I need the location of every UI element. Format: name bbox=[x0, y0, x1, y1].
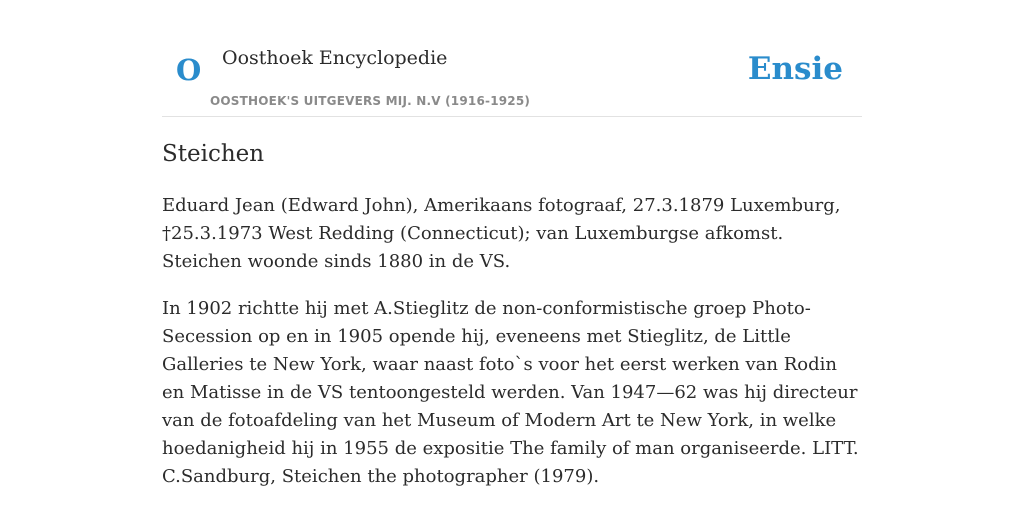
publisher-label: OOSTHOEK'S UITGEVERS MIJ. N.V (1916-1925) bbox=[210, 94, 531, 108]
ensie-logo-link[interactable]: Ensie bbox=[747, 51, 843, 87]
article-paragraph-2: In 1902 richtte hij met A.Stieglitz de non-conformistische groep Photo-Secession op en in 1905 opende hij, eveneens met Stieglitz, de Little Galleries te New York, waar naast foto`s voor het eerst werken van Rodin en Matisse in de VS tentoongesteld werden. Van 1947—62 was hij directeur van de fotoafdeling van het Museum of Modern Art te New York, in welke hoedanigheid hij in 1955 de expositie The family of man organiseerde. LITT. C.Sandburg, Steichen the photographer (1979). bbox=[162, 298, 859, 487]
header bbox=[162, 0, 862, 117]
page bbox=[162, 0, 862, 487]
article-paragraph-1: Eduard Jean (Edward John), Amerikaans fotograaf, 27.3.1879 Luxemburg, †25.3.1973 West Redding (Connecticut); van Luxemburgse afkomst. Steichen woonde sinds 1880 in de VS. bbox=[162, 195, 841, 272]
article-title: Steichen bbox=[162, 141, 265, 167]
book-title[interactable]: Oosthoek Encyclopedie bbox=[222, 47, 448, 69]
book-logo[interactable]: O bbox=[176, 53, 202, 87]
